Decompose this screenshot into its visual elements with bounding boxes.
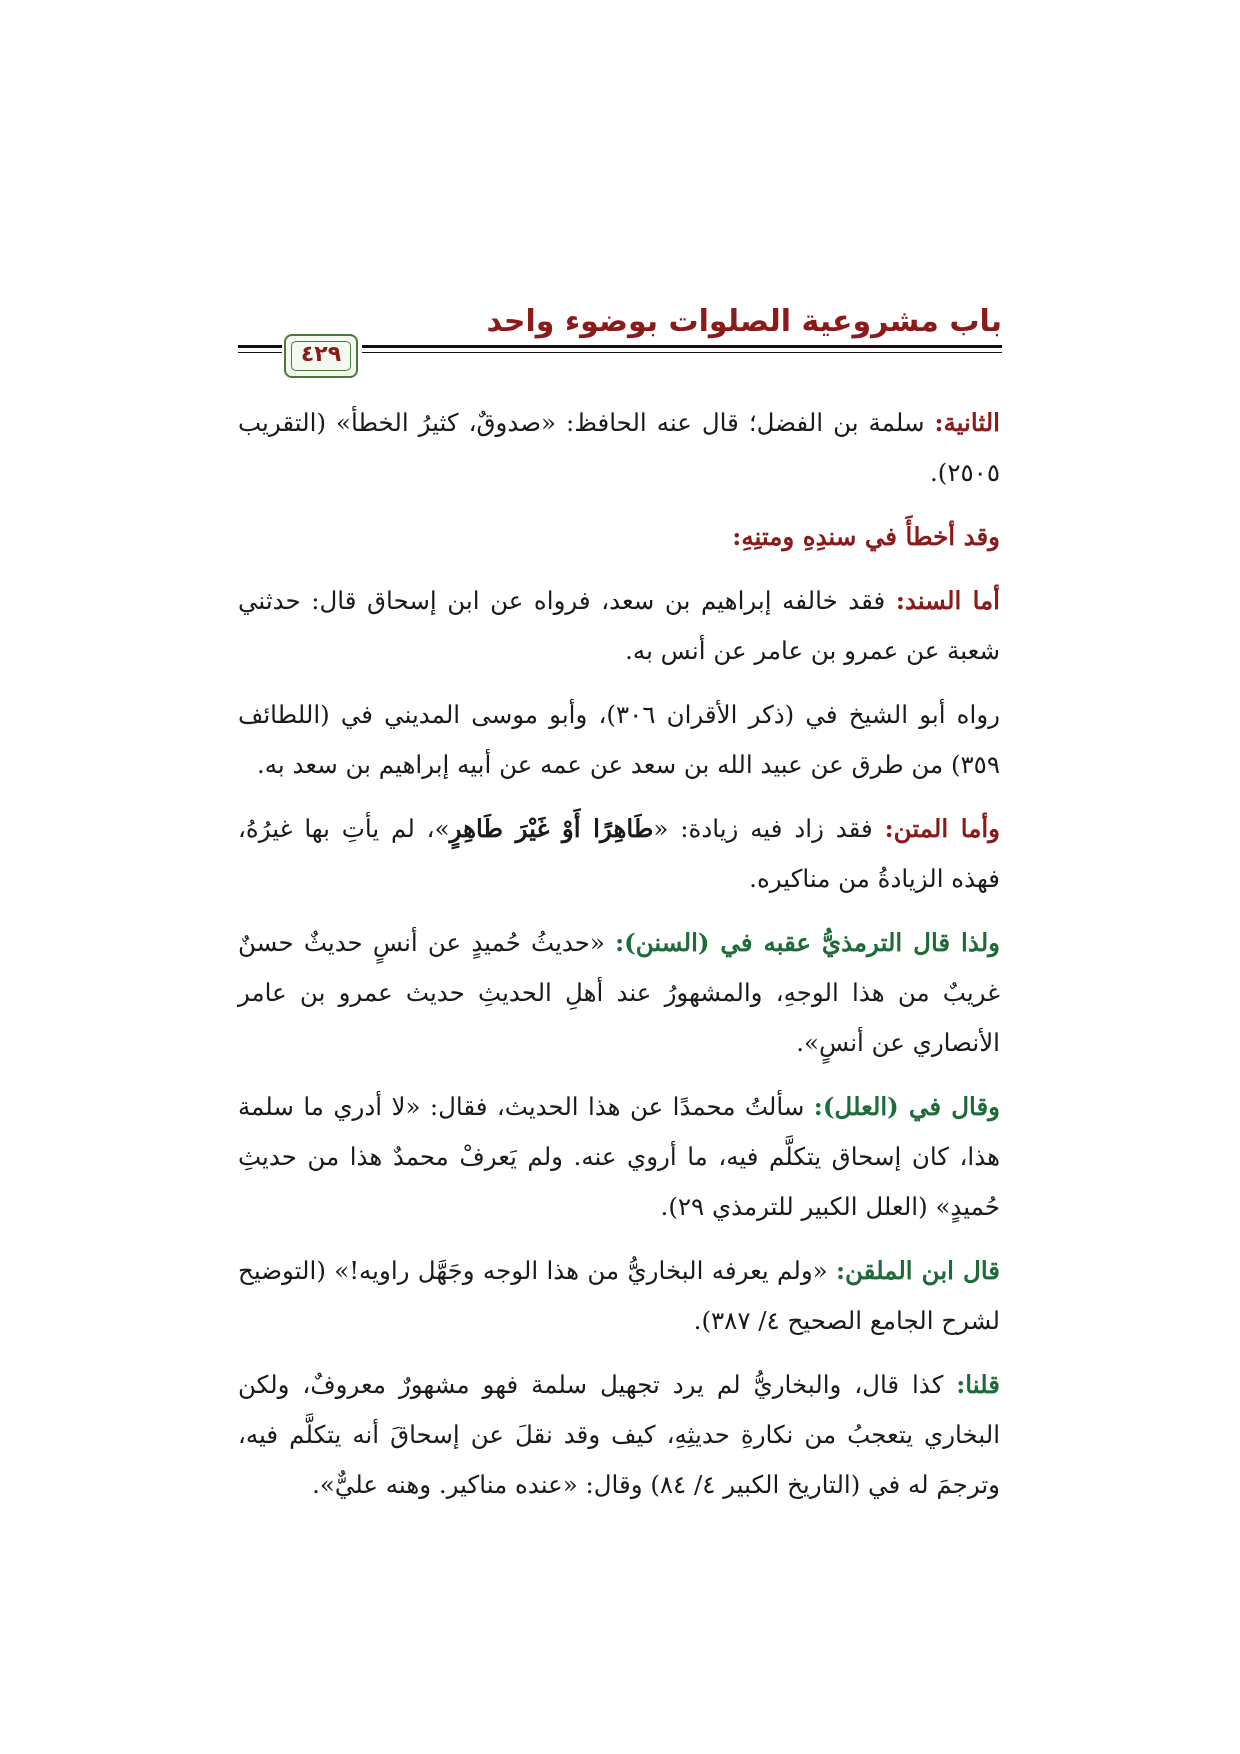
paragraph-isnad	[238, 576, 1000, 676]
paragraph-second-narrator	[238, 398, 1000, 498]
paragraph-text: رواه أبو الشيخ في (ذكر الأقران ٣٠٦)، وأبو موسى المديني في (اللطائف ٣٥٩) من طرق عن عبيد الله بن سعد عن عمه عن أبيه إبراهيم بن سعد به.	[238, 700, 1000, 779]
paragraph-lead: قلنا:	[956, 1370, 1000, 1399]
paragraph-lead: وأما المتن:	[884, 814, 1000, 843]
paragraph-tirmidhi	[238, 918, 1000, 1068]
paragraph-text: سألتُ محمدًا عن هذا الحديث، فقال: «لا أدري ما سلمة هذا، كان إسحاق يتكلَّم فيه، ما أروي عنه. ولم يَعرفْ محمدٌ هذا من حديثِ حُميدٍ» (العلل الكبير للترمذي ٢٩).	[238, 1092, 1000, 1221]
paragraph-lead: ولذا قال الترمذيُّ عقبه في (السنن):	[615, 928, 1000, 957]
header-rule-left-bottom	[238, 352, 282, 353]
hadith-quote: طَاهِرًا أَوْ غَيْرَ طَاهِرٍ	[449, 814, 654, 843]
paragraph-ilal	[238, 1082, 1000, 1232]
paragraph-lead: الثانية:	[934, 408, 1000, 437]
paragraph-text: فقد زاد فيه زيادة: «	[653, 814, 885, 843]
paragraph-lead: أما السند:	[895, 586, 1000, 615]
paragraph-text: فقد خالفه إبراهيم بن سعد، فرواه عن ابن إسحاق قال: حدثني شعبة عن عمرو بن عامر عن أنس به.	[238, 586, 1000, 665]
paragraph-lead: وقال في (العلل):	[813, 1092, 1001, 1121]
paragraph-qulna	[238, 1360, 1000, 1510]
paragraph-ibn-mulaqqin	[238, 1246, 1000, 1346]
header-rule-left-top	[238, 345, 282, 348]
paragraph-text: كذا قال، والبخاريُّ لم يرد تجهيل سلمة فهو مشهورٌ معروفٌ، ولكن البخاري يتعجبُ من نكارةِ حديثِهِ، كيف وقد نقلَ عن إسحاقَ أنه يتكلَّم فيه، وترجمَ له في (التاريخ الكبير ٤/ ٨٤) وقال: «عنده مناكير. وهنه عليٌّ».	[238, 1370, 1000, 1499]
page-number: ٤٢٩	[300, 342, 342, 367]
paragraph-text: سلمة بن الفضل؛ قال عنه الحافظ: «صدوقٌ، كثيرُ الخطأ» (التقريب ٢٥٠٥).	[238, 408, 1000, 487]
header-rule-right-top	[362, 345, 1002, 348]
paragraph-text: «حديثُ حُميدٍ عن أنسٍ حديثٌ حسنٌ غريبٌ من هذا الوجهِ، والمشهورُ عند أهلِ الحديثِ حديث عمرو بن عامر الأنصاري عن أنسٍ».	[238, 928, 1000, 1057]
paragraph-text: «ولم يعرفه البخاريُّ من هذا الوجه وجَهَّل راويه!» (التوضيح لشرح الجامع الصحيح ٤/ ٣٨٧).	[238, 1256, 1000, 1335]
paragraph-matn	[238, 804, 1000, 904]
chapter-title: باب مشروعية الصلوات بوضوء واحد	[486, 304, 1002, 339]
header-rule-right-bottom	[362, 352, 1002, 353]
paragraph-lead: قال ابن الملقن:	[835, 1256, 1000, 1285]
paragraph-text: »، لم يأتِ بها غيرُهُ، فهذه الزيادةُ من مناكيره.	[238, 814, 1000, 893]
page-header	[0, 0, 1240, 380]
page-number-badge	[284, 334, 358, 378]
section-heading: وقد أخطأَ في سندِهِ ومتنِهِ:	[732, 522, 1000, 551]
page-body	[238, 398, 1000, 1524]
paragraph-narration	[238, 690, 1000, 790]
